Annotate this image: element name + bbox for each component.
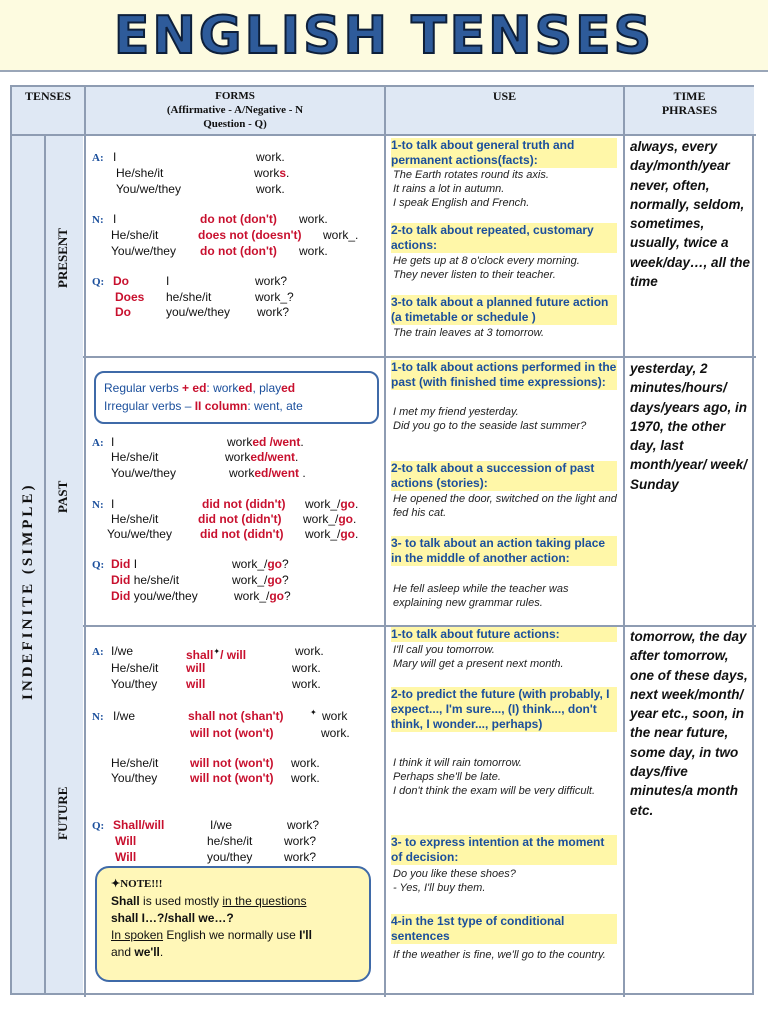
punctuation: . [286, 166, 290, 180]
header-tenses-label: TENSES [24, 89, 72, 103]
subject: he/she/it [166, 290, 212, 304]
verb-ending: go [267, 557, 283, 571]
irregular-rule [104, 397, 369, 415]
verb-stem: work_/ [232, 557, 268, 571]
example: They never listen to their teacher. [393, 269, 556, 281]
verb-stem: work_/ [232, 573, 268, 587]
subject: He/she/it [111, 512, 159, 526]
header-forms-label: FORMS [215, 90, 255, 102]
verb-ending: ed/went [250, 450, 296, 464]
verb: work. [292, 677, 321, 691]
use-heading: 3- to talk about an action taking place in the middle of another action: [391, 536, 617, 566]
subject: he/she/it [133, 573, 180, 587]
auxiliary: will [186, 677, 206, 691]
use-examples [393, 948, 617, 962]
header-forms-sub1: (Affirmative - A/Negative - N [166, 104, 304, 116]
page-title: ENGLISH TENSES [113, 6, 655, 66]
verb [229, 466, 306, 481]
use-examples [393, 254, 617, 282]
verb-ending: go [340, 497, 356, 511]
example: I'll call you tomorrow. [393, 644, 495, 656]
subject: I/we [210, 818, 233, 832]
note-text: in the questions [222, 894, 307, 908]
use-examples [393, 643, 617, 671]
subject: He/she/it [116, 166, 164, 180]
example: - Yes, I'll buy them. [393, 882, 486, 894]
verb: work. [256, 150, 285, 164]
subject: I/we [113, 709, 136, 723]
note-line [111, 927, 355, 944]
note-text: In spoken [111, 928, 164, 942]
divider [44, 356, 756, 358]
question-tag: Q: [92, 559, 105, 571]
auxiliary: do not (don't) [200, 212, 277, 226]
subject: you/we/they [166, 305, 231, 319]
auxiliary: Do [113, 274, 129, 288]
example: I speak English and French. [393, 197, 530, 209]
auxiliary: Did [111, 573, 131, 587]
verb [305, 527, 358, 542]
header-time-label2: PHRASES [661, 103, 718, 117]
question-start [111, 557, 137, 572]
verb-ending: ed/went [254, 466, 300, 480]
subject: I/we [111, 644, 134, 658]
auxiliary: will [186, 661, 206, 675]
example: I think it will rain tomorrow. [393, 757, 522, 769]
note-heading: ✦NOTE!!! [111, 878, 163, 890]
verb-stem: work [254, 166, 280, 180]
note-line: shall I…?/shall we…? [111, 911, 234, 925]
example: It rains a lot in autumn. [393, 183, 505, 195]
punctuation: . [355, 527, 359, 541]
verb: work. [299, 212, 328, 226]
example: Did you go to the seaside last summer? [393, 420, 587, 432]
subject: He/she/it [111, 450, 159, 464]
note-keyword: Shall [111, 894, 140, 908]
rule-suffix: ed [281, 381, 296, 395]
subject: You/they [111, 677, 158, 691]
past-label: PAST [55, 480, 70, 513]
example: Do you like these shoes? [393, 868, 516, 880]
punctuation: ? [282, 557, 289, 571]
auxiliary: does not (doesn't) [198, 228, 302, 242]
question-tag: Q: [92, 276, 105, 288]
use-heading: 1-to talk about future actions: [391, 627, 617, 642]
header-time-label1: TIME [673, 89, 706, 103]
verb: work? [284, 834, 317, 848]
auxiliary: did not (didn't) [202, 497, 286, 511]
verb: work. [321, 726, 350, 740]
use-examples [393, 867, 617, 895]
punctuation: . [355, 497, 359, 511]
affirmative-tag: A: [92, 152, 104, 164]
verb: work [322, 709, 348, 723]
note-line [111, 944, 355, 961]
verb-ending: ed /went [252, 435, 301, 449]
verb: work_? [255, 290, 294, 304]
negative-tag: N: [92, 711, 104, 723]
question-tag: Q: [92, 820, 105, 832]
verb: work. [291, 756, 320, 770]
auxiliary: will not (won't) [190, 756, 274, 770]
use-heading: 1-to talk about general truth and permanent actions(facts): [391, 138, 617, 168]
auxiliary: will not (won't) [190, 726, 274, 740]
verb: work. [292, 661, 321, 675]
verb [303, 512, 356, 527]
subject: You/we/they [116, 182, 181, 196]
verb: work. [291, 771, 320, 785]
rule-suffix: ed [238, 381, 253, 395]
verb-ending: go [269, 589, 285, 603]
verb: work? [257, 305, 290, 319]
time-phrases: yesterday, 2 minutes/hours/ days/years ago, in 1970, the other day, last month/year/ week/ Sunday [630, 361, 748, 492]
subject: he/she/it [207, 834, 253, 848]
example: I don't think the exam will be very difficult. [393, 785, 596, 797]
subject: He/she/it [111, 756, 159, 770]
rule-text: : work [206, 381, 239, 395]
note-keyword: I'll [299, 928, 312, 942]
auxiliary: do not (don't) [200, 244, 277, 258]
auxiliary: shall not (shan't) [188, 709, 284, 723]
subject: I [133, 557, 138, 571]
divider [10, 134, 756, 136]
punctuation: . [295, 450, 299, 464]
use-examples [393, 405, 617, 433]
auxiliary: did not (didn't) [200, 527, 284, 541]
subject: you/we/they [133, 589, 198, 603]
use-examples [393, 756, 617, 798]
present-label: PRESENT [55, 228, 70, 288]
question-start [111, 573, 179, 588]
group-label: INDEFINITE (SIMPLE) [20, 482, 36, 700]
header-forms [86, 87, 384, 134]
note-line [111, 893, 355, 910]
header-forms-sub2: Question - Q) [203, 118, 267, 130]
example: He gets up at 8 o'clock every morning. [393, 255, 580, 267]
verb-ending: go [267, 573, 283, 587]
subject: You/they [111, 771, 158, 785]
verb [232, 573, 289, 588]
verb-stem: work_/ [234, 589, 270, 603]
punctuation: ? [284, 589, 291, 603]
auxiliary: Did [111, 589, 131, 603]
auxiliary: Does [115, 290, 145, 304]
auxiliary: Will [115, 834, 137, 848]
subject: you/they [207, 850, 253, 864]
verb: work? [284, 850, 317, 864]
affirmative-tag: A: [92, 646, 104, 658]
negative-tag: N: [92, 499, 104, 511]
rule-text: Irregular verbs – [104, 399, 192, 413]
rule-suffix: II column [194, 399, 248, 413]
verb: work. [256, 182, 285, 196]
punctuation: . [353, 512, 357, 526]
use-examples [393, 492, 617, 520]
example: Mary will get a present next month. [393, 658, 564, 670]
verb [305, 497, 358, 512]
rule-text: : went, ate [247, 399, 303, 413]
subject: I [113, 150, 117, 164]
subject: He/she/it [111, 228, 159, 242]
use-examples [393, 582, 617, 610]
example: Perhaps she'll be late. [393, 771, 501, 783]
example: He fell asleep while the teacher was explaining new grammar rules. [393, 583, 569, 609]
punctuation: . [299, 466, 306, 480]
note-text: English we normally use [163, 928, 300, 942]
verb: work_. [323, 228, 359, 242]
use-heading: 2-to talk about repeated, customary actions: [391, 223, 617, 253]
auxiliary: will not (won't) [190, 771, 274, 785]
use-heading: 1-to talk about actions performed in the past (with finished time expressions): [391, 360, 617, 389]
verb-stem: work_/ [305, 527, 341, 541]
time-phrases: tomorrow, the day after tomorrow, one of these days, next week/month/ year etc., soon, in the near future, some day, in two days/five minutes/a month etc. [630, 629, 748, 818]
note-marker: ✦ [310, 708, 317, 717]
auxiliary: did not (didn't) [198, 512, 282, 526]
verb [225, 450, 298, 465]
punctuation: ? [282, 573, 289, 587]
divider [384, 85, 386, 997]
future-label: FUTURE [55, 786, 70, 840]
verb-stem: work_/ [305, 497, 341, 511]
rule-text: , play [252, 381, 282, 395]
header-tenses [12, 87, 84, 134]
auxiliary: Do [115, 305, 131, 319]
verb: work? [287, 818, 320, 832]
example: The train leaves at 3 tomorrow. [393, 327, 545, 339]
subject: I [111, 435, 115, 449]
title-band [0, 0, 768, 72]
use-heading: 3-to talk about a planned future action (a timetable or schedule ) [391, 295, 617, 325]
auxiliary: Did [111, 557, 131, 571]
subject: He/she/it [111, 661, 159, 675]
rule-text: Regular verbs [104, 381, 179, 395]
note-marker: ✦ [213, 647, 221, 656]
verb [227, 435, 304, 450]
regular-rule [104, 379, 369, 397]
verb-stem: work [225, 450, 251, 464]
verb-ending: go [338, 512, 354, 526]
header-use [386, 87, 623, 134]
header-time [625, 87, 754, 134]
example: If the weather is fine, we'll go to the country. [393, 949, 606, 961]
use-examples [393, 168, 617, 210]
example: I met my friend yesterday. [393, 406, 519, 418]
subject: I [166, 274, 170, 288]
divider [84, 85, 86, 997]
use-heading: 2-to predict the future (with probably, I expect..., I'm sure..., (I) think..., don't think, I wonder..., perhaps) [391, 687, 617, 732]
subject: You/we/they [111, 244, 176, 258]
subject: You/we/they [111, 466, 176, 480]
verb [234, 589, 291, 604]
use-heading: 3- to express intention at the moment of decision: [391, 835, 617, 865]
verb-stem: work_/ [303, 512, 339, 526]
verb: work. [295, 644, 324, 658]
example: He opened the door, switched on the light and fed his cat. [393, 493, 617, 519]
use-examples [393, 326, 617, 340]
subject: I [113, 212, 117, 226]
question-start [111, 589, 198, 604]
auxiliary: Will [115, 850, 137, 864]
verb [232, 557, 289, 572]
rule-box [94, 371, 379, 424]
divider [623, 85, 625, 997]
note-text: and [111, 945, 135, 959]
negative-tag: N: [92, 214, 104, 226]
verb-ending: go [340, 527, 356, 541]
subject: I [111, 497, 115, 511]
verb-stem: work [227, 435, 253, 449]
note-text: is used mostly [139, 894, 223, 908]
rule-suffix: + ed [182, 381, 207, 395]
use-heading: 4-in the 1st type of conditional sentences [391, 914, 617, 944]
auxiliary: Shall/will [113, 818, 165, 832]
punctuation: . [300, 435, 304, 449]
note-text: . [159, 945, 164, 959]
affirmative-tag: A: [92, 437, 104, 449]
example: The Earth rotates round its axis. [393, 169, 549, 181]
note-box [95, 866, 371, 982]
verb-ending: s [279, 166, 287, 180]
auxiliary-will: / will [220, 648, 247, 662]
header-use-label: USE [492, 89, 517, 103]
use-heading: 2-to talk about a succession of past actions (stories): [391, 461, 617, 491]
verb-stem: work [229, 466, 255, 480]
verb [254, 166, 289, 181]
subject: You/we/they [107, 527, 172, 541]
verb: work? [255, 274, 288, 288]
time-phrases: always, every day/month/year never, often, normally, seldom, sometimes, usually, twice a week/day…, all the time [630, 139, 751, 290]
note-keyword: we'll [134, 945, 160, 959]
verb: work. [299, 244, 328, 258]
auxiliary-shall: shall [186, 648, 214, 662]
